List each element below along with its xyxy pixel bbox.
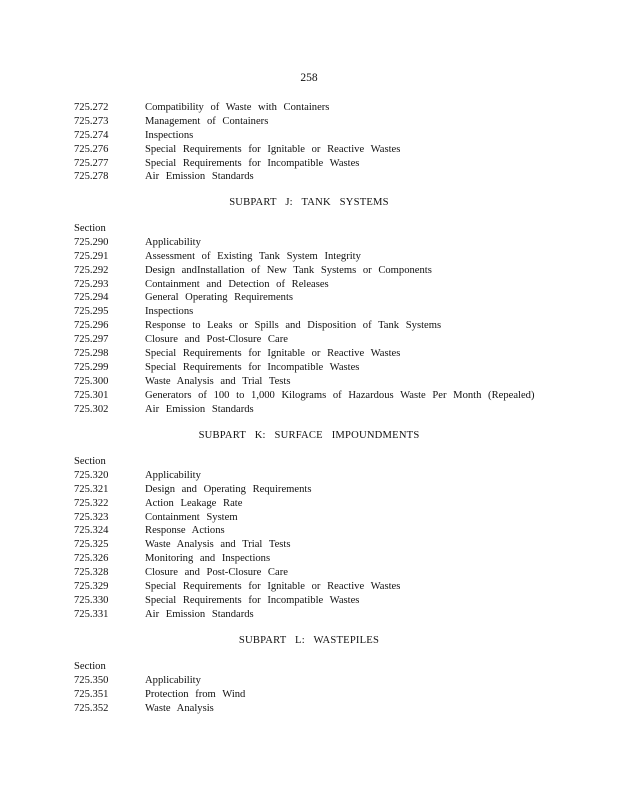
section-title: Monitoring and Inspections — [145, 553, 271, 565]
section-number: 725.297 — [74, 334, 109, 346]
section-title: Applicability — [145, 236, 201, 248]
section-number: 725.350 — [74, 674, 109, 686]
section-row — [74, 143, 574, 157]
section-title: Action Leakage Rate — [145, 497, 243, 509]
section-row — [74, 264, 574, 278]
section-title: Special Requirements for Incompatible Wastes — [145, 594, 360, 606]
section-row — [74, 129, 574, 143]
section-label: Section — [74, 456, 106, 467]
section-row — [74, 469, 574, 483]
section-title: Waste Analysis and Trial Tests — [145, 539, 291, 551]
subpart-j-rows — [74, 236, 574, 417]
section-row — [74, 333, 574, 347]
section-number: 725.351 — [74, 688, 109, 700]
section-row — [74, 483, 574, 497]
section-number: 725.276 — [74, 143, 109, 155]
subpart-j-list — [74, 222, 574, 416]
section-number: 725.321 — [74, 483, 109, 495]
section-number: 725.331 — [74, 608, 109, 620]
section-number: 725.352 — [74, 702, 109, 714]
section-title: Closure and Post-Closure Care — [145, 334, 288, 346]
section-title: Assessment of Existing Tank System Integrity — [145, 250, 361, 262]
section-number: 725.323 — [74, 511, 109, 523]
section-row — [74, 347, 574, 361]
section-number: 725.278 — [74, 171, 109, 183]
section-row — [74, 389, 574, 403]
section-title: Special Requirements for Incompatible Wastes — [145, 157, 360, 169]
section-number: 725.322 — [74, 497, 109, 509]
section-title: Protection from Wind — [145, 688, 246, 700]
section-row — [74, 608, 574, 622]
section-row — [74, 250, 574, 264]
section-title: Special Requirements for Ignitable or Reactive Wastes — [145, 143, 401, 155]
section-number: 725.320 — [74, 469, 109, 481]
section-row — [74, 361, 574, 375]
section-title: Waste Analysis — [145, 702, 214, 714]
section-title: Response Actions — [145, 525, 225, 537]
section-number: 725.328 — [74, 567, 109, 579]
section-row — [74, 497, 574, 511]
section-row — [74, 115, 574, 129]
section-number: 725.299 — [74, 361, 109, 373]
section-title: Compatibility of Waste with Containers — [145, 102, 330, 113]
section-row — [74, 101, 574, 115]
section-number: 725.296 — [74, 320, 109, 332]
section-row — [74, 594, 574, 608]
section-label: Section — [74, 661, 106, 672]
section-number: 725.294 — [74, 292, 109, 304]
section-title: Waste Analysis and Trial Tests — [145, 375, 291, 387]
subpart-l-heading: SUBPART L: WASTEPILES — [238, 635, 380, 646]
section-number: 725.326 — [74, 553, 109, 565]
section-number: 725.300 — [74, 375, 109, 387]
intro-section-list — [74, 101, 574, 184]
section-title: General Operating Requirements — [145, 292, 294, 304]
section-row — [74, 403, 574, 417]
subpart-j-heading: SUBPART J: TANK SYSTEMS — [229, 197, 389, 208]
section-row — [74, 236, 574, 250]
section-title: Special Requirements for Ignitable or Reactive Wastes — [145, 581, 401, 593]
section-row — [74, 566, 574, 580]
section-number: 725.277 — [74, 157, 109, 169]
section-number: 725.324 — [74, 525, 109, 537]
section-title: Air Emission Standards — [145, 403, 254, 415]
section-title: Design andInstallation of New Tank Systems or Components — [145, 264, 432, 276]
section-number: 725.272 — [74, 102, 109, 113]
section-number: 725.330 — [74, 594, 109, 606]
section-row — [74, 580, 574, 594]
section-row — [74, 170, 574, 184]
section-row — [74, 291, 574, 305]
section-row — [74, 305, 574, 319]
section-number: 725.293 — [74, 278, 109, 290]
section-label: Section — [74, 223, 106, 234]
section-row — [74, 538, 574, 552]
section-title: Management of Containers — [145, 115, 269, 127]
section-row — [74, 319, 574, 333]
section-number: 725.292 — [74, 264, 109, 276]
section-title: Inspections — [145, 129, 194, 141]
section-title: Inspections — [145, 306, 194, 318]
section-number: 725.298 — [74, 348, 109, 360]
section-title: Applicability — [145, 674, 201, 686]
section-title: Generators of 100 to 1,000 Kilograms of Hazardous Waste Per Month (Repealed) — [145, 389, 535, 401]
section-row — [74, 157, 574, 171]
section-row — [74, 688, 574, 702]
subpart-k-rows — [74, 469, 574, 622]
section-number: 725.301 — [74, 389, 109, 401]
section-number: 725.329 — [74, 581, 109, 593]
section-title: Air Emission Standards — [145, 171, 254, 183]
section-row — [74, 511, 574, 525]
section-number: 725.274 — [74, 129, 109, 141]
section-number: 725.273 — [74, 115, 109, 127]
section-number: 725.291 — [74, 250, 109, 262]
section-title: Special Requirements for Incompatible Wastes — [145, 361, 360, 373]
subpart-k-list — [74, 455, 574, 622]
section-row — [74, 674, 574, 688]
section-title: Containment and Detection of Releases — [145, 278, 329, 290]
section-number: 725.295 — [74, 306, 109, 318]
section-row — [74, 524, 574, 538]
page-number: 258 — [300, 72, 318, 84]
section-row — [74, 278, 574, 292]
section-title: Applicability — [145, 469, 201, 481]
section-number: 725.290 — [74, 236, 109, 248]
section-row — [74, 552, 574, 566]
section-number: 725.325 — [74, 539, 109, 551]
section-title: Special Requirements for Ignitable or Reactive Wastes — [145, 348, 401, 360]
subpart-k-heading: SUBPART K: SURFACE IMPOUNDMENTS — [198, 430, 420, 441]
section-title: Design and Operating Requirements — [145, 483, 312, 495]
subpart-l-rows — [74, 674, 574, 716]
section-title: Air Emission Standards — [145, 608, 254, 620]
section-title: Response to Leaks or Spills and Disposition of Tank Systems — [145, 320, 442, 332]
section-title: Closure and Post-Closure Care — [145, 567, 288, 579]
subpart-l-list — [74, 660, 574, 716]
section-row — [74, 702, 574, 716]
section-row — [74, 375, 574, 389]
section-number: 725.302 — [74, 403, 109, 415]
section-title: Containment System — [145, 511, 238, 523]
